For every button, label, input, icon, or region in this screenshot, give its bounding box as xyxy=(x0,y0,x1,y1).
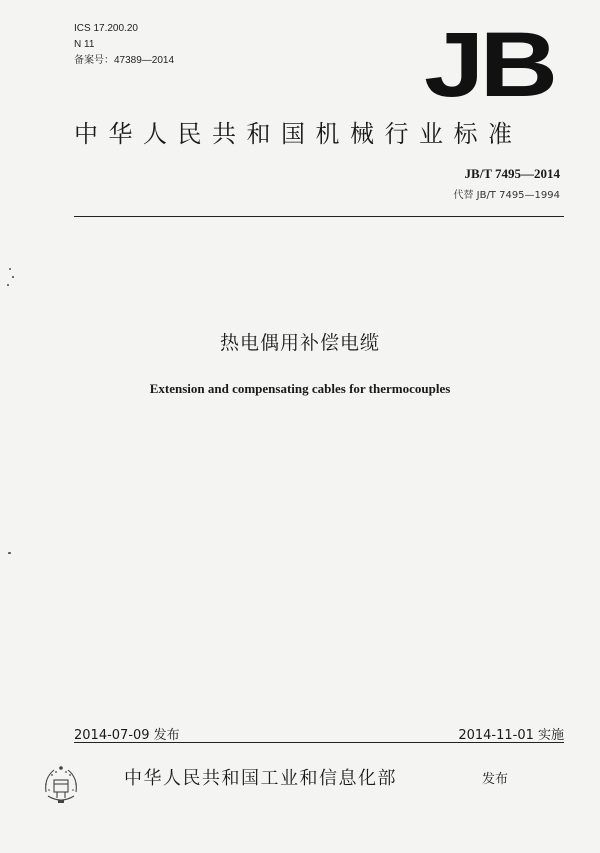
implementation-date: 2014-11-01 实施 xyxy=(458,728,564,743)
scan-speck xyxy=(8,552,11,554)
ministry-emblem-icon xyxy=(40,762,82,808)
issue-date: 2014-07-09 发布 xyxy=(74,728,180,743)
scan-speck xyxy=(7,284,9,286)
document-title-english: Extension and compensating cables for thermocouples xyxy=(149,381,451,396)
ccs-code: N 11 xyxy=(74,39,95,50)
bottom-divider xyxy=(74,742,564,743)
scan-speck xyxy=(12,276,14,278)
record-number: 备案号：47389—2014 xyxy=(74,55,175,66)
document-title-chinese: 热电偶用补偿电缆 xyxy=(219,332,380,354)
top-divider xyxy=(74,216,564,217)
scan-speck xyxy=(9,268,11,270)
issuing-authority: 中华人民共和国工业和信息化部 xyxy=(124,768,397,789)
ics-code: ICS 17.200.20 xyxy=(74,23,138,34)
jb-logo: JB xyxy=(424,14,554,116)
industry-standard-title: 中华人民共和国机械行业标准 xyxy=(74,120,523,148)
issuer-suffix: 发布 xyxy=(482,772,509,787)
replaces-standard: 代替 JB/T 7495—1994 xyxy=(453,190,560,201)
standard-number: JB/T 7495—2014 xyxy=(464,166,560,181)
